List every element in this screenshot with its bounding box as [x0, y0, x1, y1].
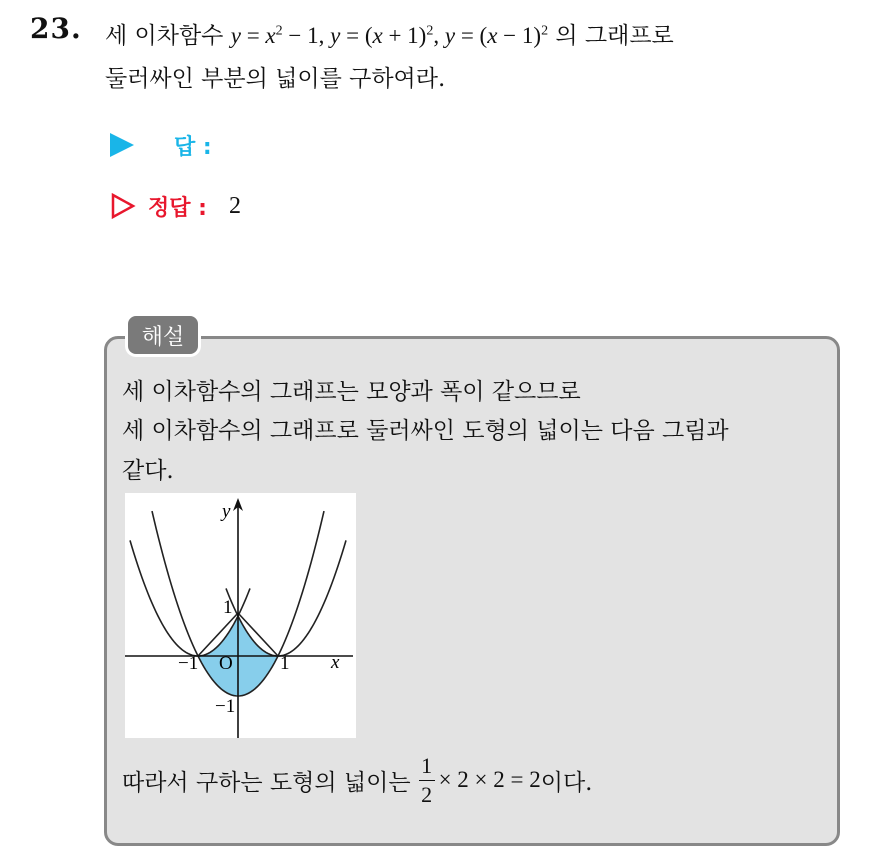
- origin-label: O: [219, 653, 233, 674]
- final-line: [122, 745, 592, 815]
- y-pos-label: 1: [223, 597, 233, 618]
- eq3-var: y: [444, 23, 456, 48]
- question-line-1: [105, 17, 674, 50]
- fraction-denominator: 2: [421, 781, 433, 807]
- question-text-suffix: 의 그래프로: [548, 23, 674, 49]
- graph-svg: [125, 493, 356, 738]
- answer-label: 답 :: [174, 134, 212, 160]
- explanation-line-3: 같다.: [122, 458, 174, 484]
- x-neg-label: −1: [178, 653, 199, 674]
- parabola-graph: [125, 493, 356, 738]
- eq3-equals: = (: [455, 23, 488, 48]
- eq1-tail: − 1,: [282, 23, 331, 48]
- answer-row: [110, 128, 234, 162]
- eq3-tail: − 1): [497, 23, 542, 48]
- final-suffix: 이다.: [540, 769, 593, 796]
- final-expression: × 2 × 2 = 2: [438, 767, 541, 792]
- eq1-exponent: 2: [275, 23, 283, 39]
- explanation-line-2: 세 이차함수의 그래프로 둘러싸인 도형의 넓이는 다음 그림과: [122, 418, 729, 444]
- eq1-rhs: x: [265, 23, 276, 48]
- eq2-var: y: [330, 23, 341, 48]
- eq1-equals: =: [240, 23, 266, 48]
- y-axis-label: y: [222, 501, 231, 522]
- fraction: [419, 754, 435, 805]
- play-triangle-icon: [110, 133, 134, 157]
- eq2-exponent: 2: [426, 23, 434, 39]
- key-label: 정답 :: [148, 195, 207, 221]
- question-number: 23.: [30, 12, 82, 45]
- eq3-exponent: 2: [541, 23, 549, 39]
- fraction-numerator: 1: [421, 753, 433, 779]
- x-axis-label: x: [331, 652, 340, 673]
- eq2-equals: = (: [340, 23, 373, 48]
- key-row: [110, 189, 241, 223]
- final-prefix: 따라서 구하는 도형의 넓이는: [122, 769, 411, 796]
- explanation-tag: 해설: [128, 316, 198, 354]
- question-line-2: 둘러싸인 부분의 넓이를 구하여라.: [105, 66, 446, 92]
- x-pos-label: 1: [280, 653, 290, 674]
- eq2-x: x: [372, 23, 383, 48]
- y-neg-label: −1: [215, 696, 236, 717]
- fraction-bar: [419, 780, 435, 781]
- key-value: 2: [228, 192, 241, 219]
- eq1-var: y: [230, 23, 241, 48]
- explanation-line-1: 세 이차함수의 그래프는 모양과 폭이 같으므로: [122, 379, 581, 405]
- eq3-x: x: [487, 23, 498, 48]
- eq2-comma: ,: [433, 23, 445, 48]
- eq2-tail: + 1): [382, 23, 427, 48]
- outline-triangle-icon: [110, 193, 136, 219]
- question-text-prefix: 세 이차함수: [105, 23, 231, 49]
